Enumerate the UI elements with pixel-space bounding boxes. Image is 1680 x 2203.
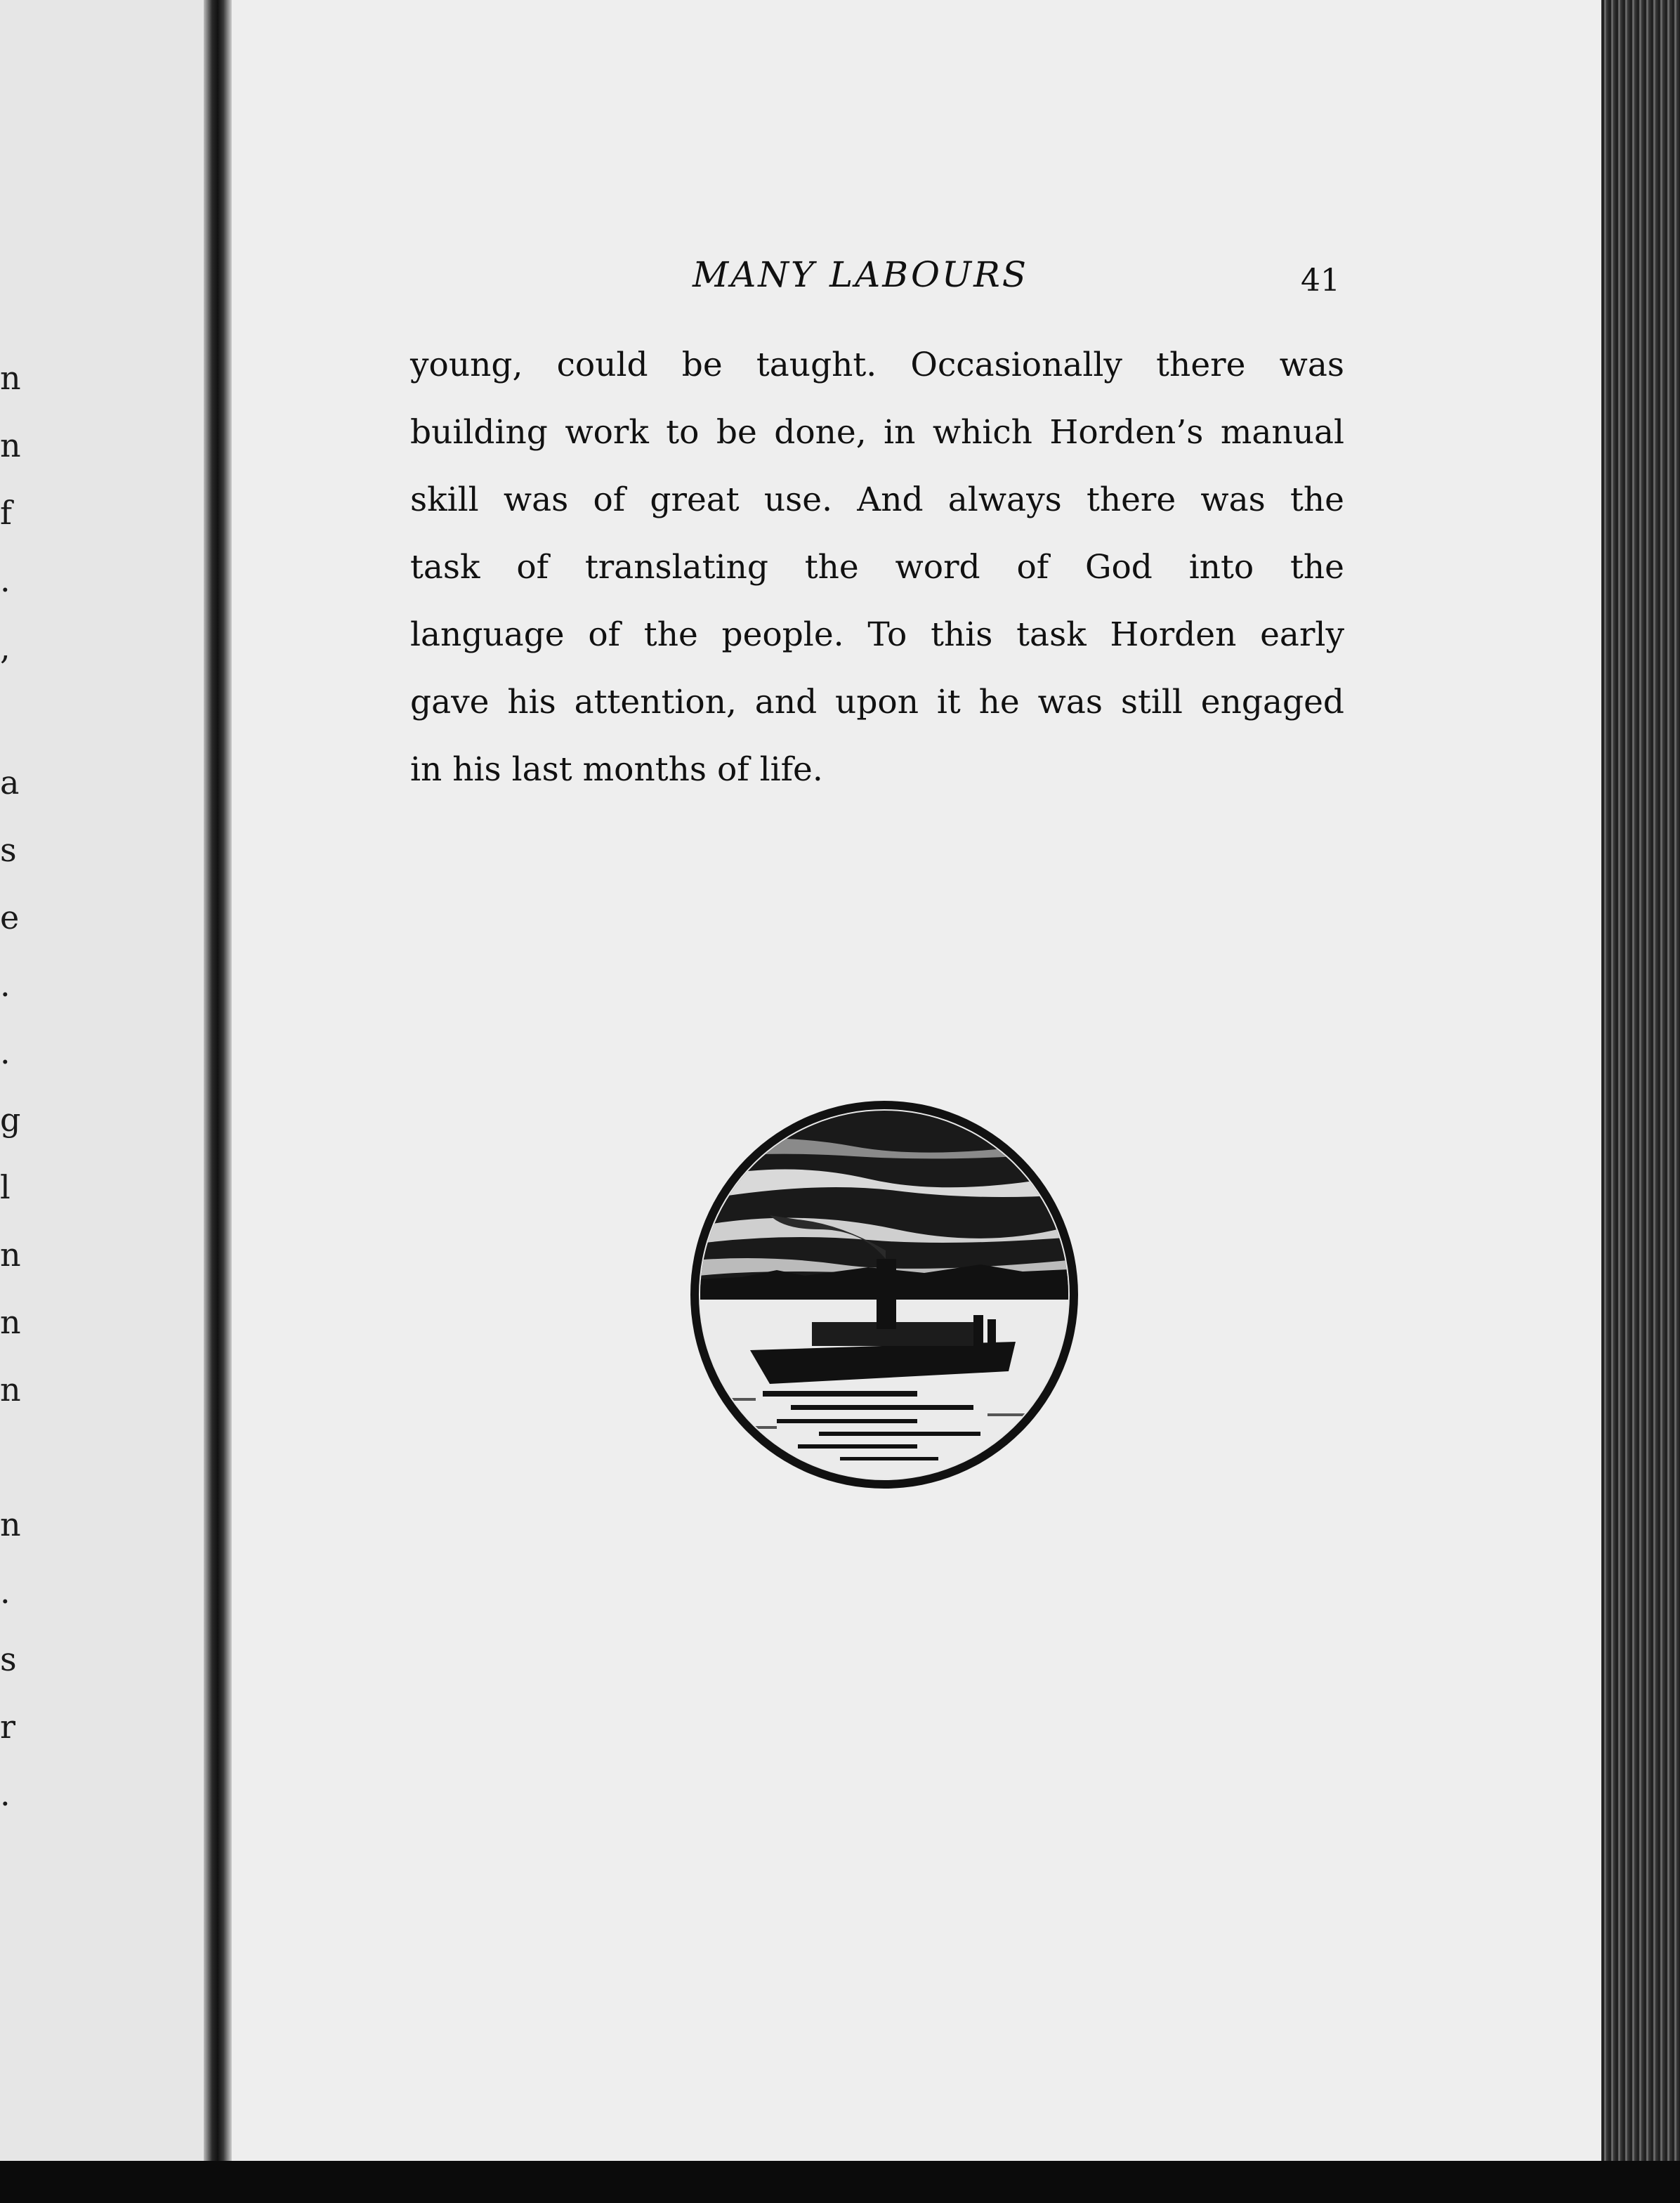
text-line: gave his attention, and upon it he was still engaged xyxy=(410,683,1344,721)
fragment xyxy=(0,1423,21,1491)
running-head: MANY LABOURS xyxy=(693,254,1028,295)
steamboat-vignette xyxy=(685,1096,1083,1493)
text-line: language of the people. To this task Horden early xyxy=(410,615,1344,654)
fragment: . xyxy=(0,1033,11,1071)
fragment: r xyxy=(0,1708,15,1746)
scan-bottom-edge xyxy=(0,2161,1680,2203)
text-line: young, could be taught. Occasionally there was xyxy=(410,346,1344,384)
fragment: e xyxy=(0,898,20,936)
fragment: . xyxy=(0,561,11,599)
page-number: 41 xyxy=(1301,263,1340,299)
fragment: n xyxy=(0,1371,21,1408)
fragment: . xyxy=(0,1775,11,1813)
fragment: n xyxy=(0,1236,21,1274)
fragment: s xyxy=(0,1640,17,1678)
previous-page-fragments xyxy=(0,344,21,1828)
fragment: a xyxy=(0,764,20,802)
fragment: . xyxy=(0,966,11,1004)
text-line: skill was of great use. And always there was the xyxy=(410,481,1344,519)
fragment: , xyxy=(0,629,11,667)
fragment: g xyxy=(0,1101,21,1139)
fragment: n xyxy=(0,1303,21,1341)
fragment: l xyxy=(0,1168,11,1206)
fragment: s xyxy=(0,831,17,869)
main-page xyxy=(232,0,1601,2164)
body-paragraph xyxy=(410,332,1344,804)
text-line: building work to be done, in which Horden’s manual xyxy=(410,413,1344,452)
fragment: f xyxy=(0,494,13,532)
fragment: n xyxy=(0,359,21,397)
page-edges xyxy=(1601,0,1680,2164)
text-line: task of translating the word of God into the xyxy=(410,548,1344,587)
fragment: n xyxy=(0,426,21,464)
fragment: . xyxy=(0,1573,11,1611)
book-gutter xyxy=(204,0,232,2164)
fragment xyxy=(0,681,21,749)
fragment: n xyxy=(0,1505,21,1543)
previous-page-strip xyxy=(0,0,211,2164)
text-line: in his last months of life. xyxy=(410,750,823,789)
